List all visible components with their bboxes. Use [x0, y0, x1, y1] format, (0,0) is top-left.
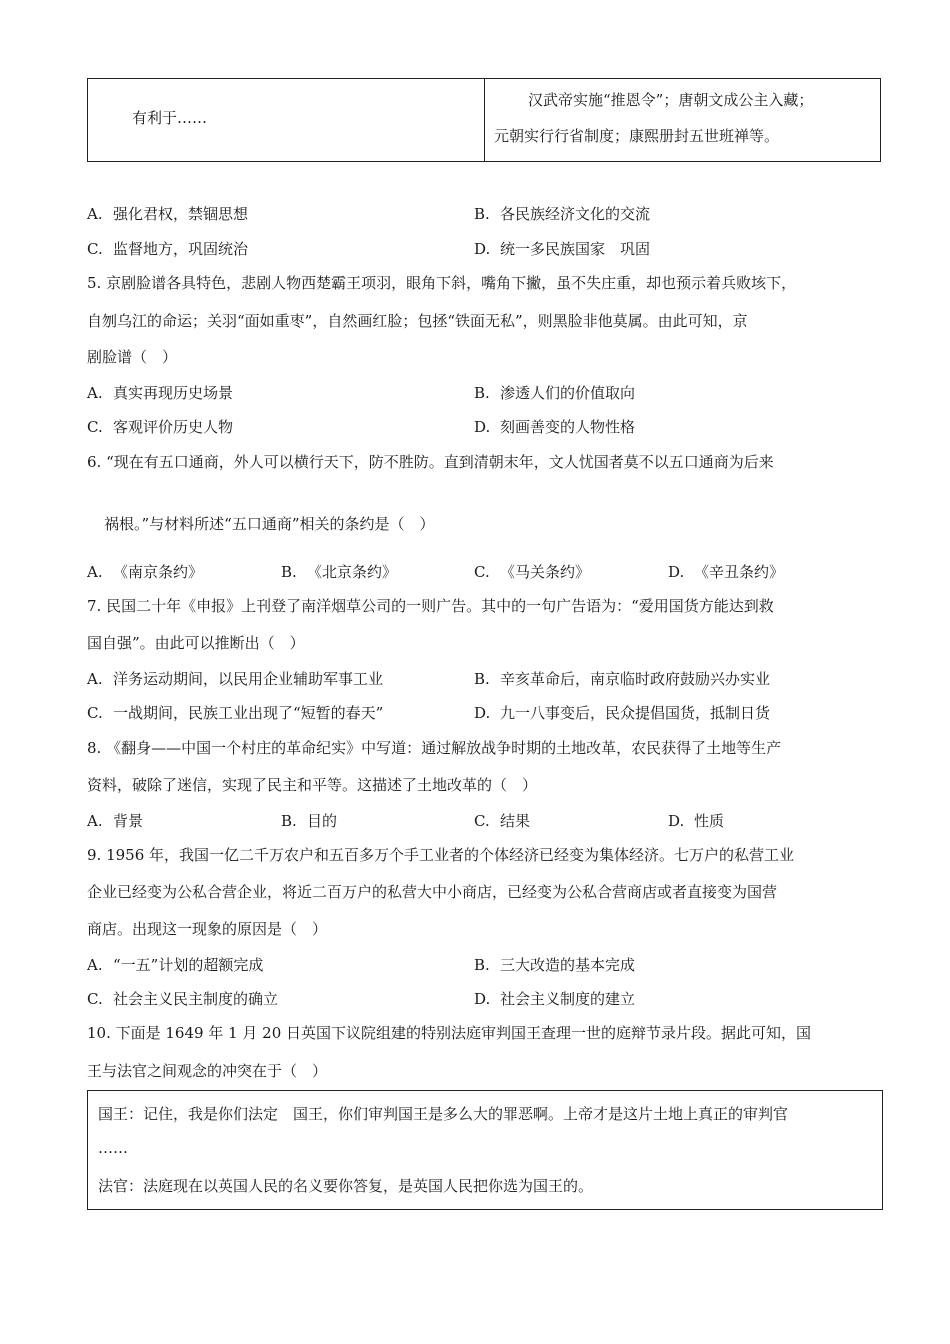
- q7-option-b[interactable]: B. 辛亥革命后，南京临时政府鼓励兴办实业: [474, 670, 771, 688]
- q8-stem-line1: 8. 《翻身——中国一个村庄的革命纪实》中写道：通过解放战争时期的土地改革，农民获得了土地等生产: [87, 739, 782, 757]
- q6-option-d[interactable]: D. 《辛丑条约》: [668, 563, 785, 581]
- q9-stem-line1: 9. 1956 年，我国一亿二千万农户和五百多万个手工业者的个体经济已经变为集体经济。七万户的私营工业: [87, 846, 795, 864]
- q10-box-line2: ……: [98, 1139, 128, 1157]
- q6-stem-line2: 祸根。”与材料所述“五口通商”相关的条约是（ ）: [104, 515, 435, 533]
- q10-material-box: [87, 1090, 883, 1210]
- q6-stem-line1: 6. “现在有五口通商，外人可以横行天下，防不胜防。直到清朝末年，文人忧国者莫不以五口通商为后来: [87, 453, 774, 471]
- q4-option-b[interactable]: B. 各民族经济文化的交流: [474, 205, 651, 223]
- table-divider: [484, 79, 485, 161]
- q5-option-a[interactable]: A. 真实再现历史场景: [87, 384, 234, 402]
- q9-option-b[interactable]: B. 三大改造的基本完成: [474, 956, 636, 974]
- q8-option-a[interactable]: A. 背景: [87, 812, 144, 830]
- q4-option-c[interactable]: C. 监督地方，巩固统治: [87, 240, 249, 258]
- q4-table-right-line2: 元朝实行行省制度；康熙册封五世班禅等。: [494, 127, 780, 145]
- q5-stem-line1: 5. 京剧脸谱各具特色，悲剧人物西楚霸王项羽，眼角下斜，嘴角下撇，虽不失庄重，却也预示着兵败垓下，: [87, 274, 797, 292]
- q10-box-line1: 国王：记住，我是你们法定 国王，你们审判国王是多么大的罪恶啊。上帝才是这片土地上真正的审判官: [98, 1105, 789, 1123]
- q4-option-a[interactable]: A. 强化君权，禁锢思想: [87, 205, 249, 223]
- q4-table-right-line1: 汉武帝实施“推恩令”；唐朝文成公主入藏；: [528, 91, 814, 109]
- q5-stem-line2: 自刎乌江的命运；关羽“面如重枣”，自然画红脸；包拯“铁面无私”，则黑脸非他莫属。由此可知，京: [87, 312, 748, 330]
- q6-option-c[interactable]: C. 《马关条约》: [474, 563, 591, 581]
- q5-stem-line3: 剧脸谱（ ）: [87, 348, 178, 366]
- q8-option-d[interactable]: D. 性质: [668, 812, 725, 830]
- q8-option-c[interactable]: C. 结果: [474, 812, 531, 830]
- q5-option-c[interactable]: C. 客观评价历史人物: [87, 418, 234, 436]
- q8-option-b[interactable]: B. 目的: [281, 812, 338, 830]
- q9-stem-line3: 商店。出现这一现象的原因是（ ）: [87, 920, 328, 938]
- q9-option-c[interactable]: C. 社会主义民主制度的确立: [87, 990, 279, 1008]
- q7-option-d[interactable]: D. 九一八事变后，民众提倡国货，抵制日货: [474, 704, 771, 722]
- q7-option-a[interactable]: A. 洋务运动期间，以民用企业辅助军事工业: [87, 670, 384, 688]
- q10-stem-line1: 10. 下面是 1649 年 1 月 20 日英国下议院组建的特别法庭审判国王查理一世的庭辩节录片段。据此可知，国: [87, 1024, 812, 1042]
- q6-option-b[interactable]: B. 《北京条约》: [281, 563, 398, 581]
- q7-stem-line2: 国自强”。由此可以推断出（ ）: [87, 634, 305, 652]
- q5-option-b[interactable]: B. 渗透人们的价值取向: [474, 384, 636, 402]
- q4-material-table: [87, 78, 881, 162]
- q7-option-c[interactable]: C. 一战期间，民族工业出现了“短暂的春天”: [87, 704, 384, 722]
- q9-stem-line2: 企业已经变为公私合营企业，将近二百万户的私营大中小商店，已经变为公私合营商店或者直接变为国营: [87, 883, 778, 901]
- q5-option-d[interactable]: D. 刻画善变的人物性格: [474, 418, 636, 436]
- q4-option-d[interactable]: D. 统一多民族国家 巩固: [474, 240, 651, 258]
- q10-stem-line2: 王与法官之间观念的冲突在于（ ）: [87, 1062, 328, 1080]
- q6-option-a[interactable]: A. 《南京条约》: [87, 563, 204, 581]
- q4-table-left-text: 有利于……: [132, 109, 208, 127]
- q9-option-a[interactable]: A. “一五”计划的超额完成: [87, 956, 264, 974]
- q7-stem-line1: 7. 民国二十年《申报》上刊登了南洋烟草公司的一则广告。其中的一句广告语为：“爱用国货方能达到救: [87, 597, 774, 615]
- q10-box-line3: 法官：法庭现在以英国人民的名义要你答复，是英国人民把你选为国王的。: [98, 1177, 594, 1195]
- q8-stem-line2: 资料，破除了迷信，实现了民主和平等。这描述了土地改革的（ ）: [87, 776, 538, 794]
- q9-option-d[interactable]: D. 社会主义制度的建立: [474, 990, 636, 1008]
